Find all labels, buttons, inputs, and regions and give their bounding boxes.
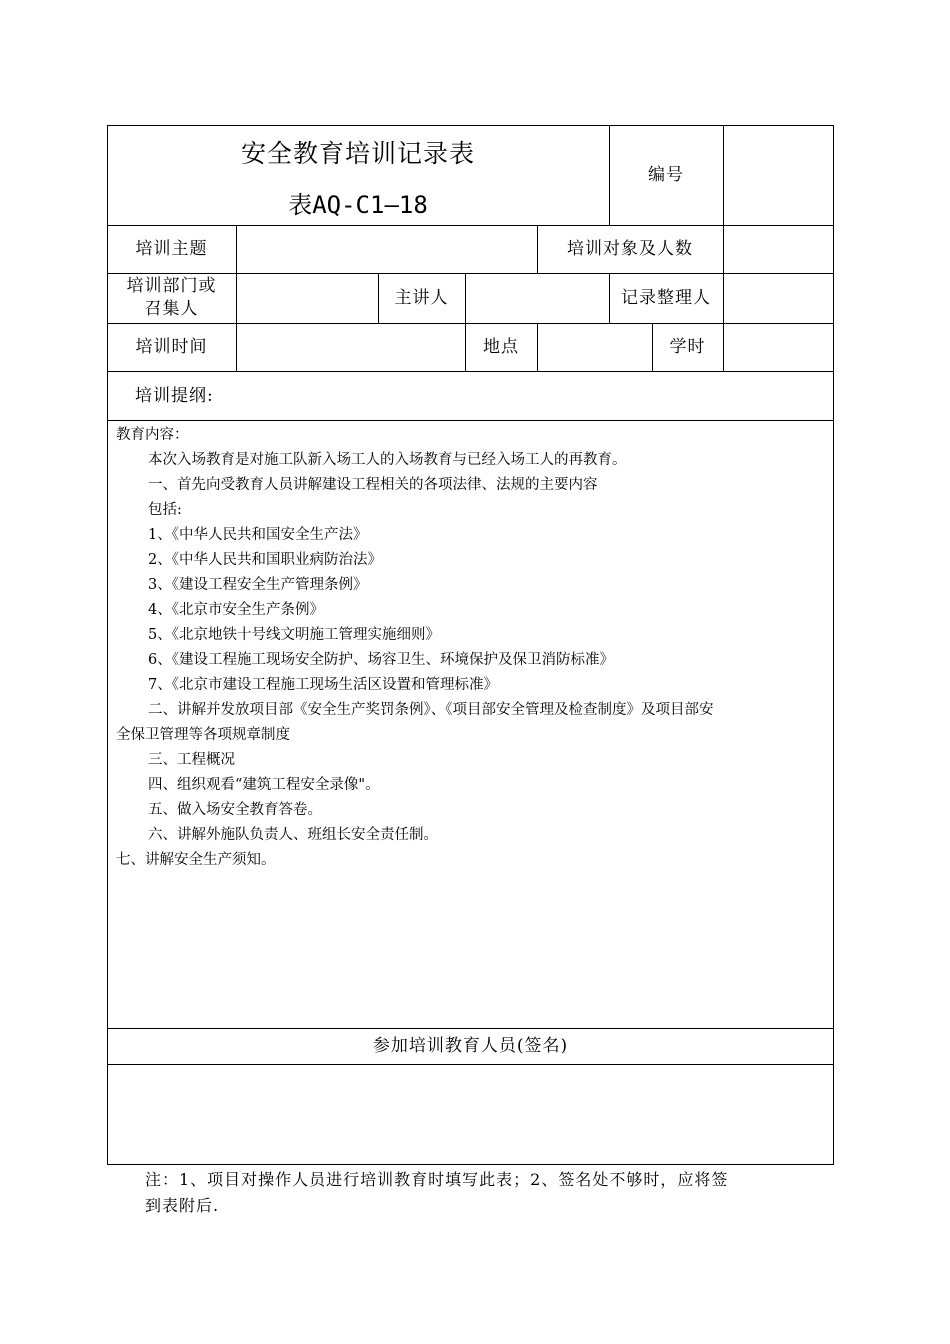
time-value[interactable] [236,323,465,371]
audience-value[interactable] [723,225,834,273]
hours-value[interactable] [723,323,834,371]
content-line: 3、《建设工程安全生产管理条例》 [148,577,368,593]
content-line: 二、讲解并发放项目部《安全生产奖罚条例》、《项目部安全管理及检查制度》及项目部安 [148,702,714,718]
row-divider [107,420,834,421]
footnote-line1: 注：1、项目对操作人员进行培训教育时填写此表；2、签名处不够时，应将签 [145,1170,729,1189]
audience-label: 培训对象及人数 [567,239,693,259]
content-line: 4、《北京市安全生产条例》 [148,602,324,618]
place-label: 地点 [483,337,519,357]
topic-value[interactable] [236,225,537,273]
education-content [116,423,828,873]
outline-label: 培训提纲: [135,385,214,406]
form-title: 安全教育培训记录表 [240,139,475,168]
content-line: 六、讲解外施队负责人、班组长安全责任制。 [148,827,438,843]
dept-label [107,273,236,323]
place-value[interactable] [537,323,652,371]
content-heading: 教育内容： [116,427,189,443]
number-value[interactable] [723,125,834,225]
topic-label: 培训主题 [135,239,208,259]
content-line: 全保卫管理等各项规章制度 [116,727,290,743]
content-line: 2、《中华人民共和国职业病防治法》 [148,552,382,568]
participants-label: 参加培训教育人员(签名) [372,1036,569,1056]
content-line: 七、讲解安全生产须知。 [116,852,276,868]
recorder-label: 记录整理人 [621,288,711,308]
footnote-line2: 到表附后. [145,1196,220,1215]
content-line: 5、《北京地铁十号线文明施工管理实施细则》 [148,627,440,643]
lecturer-value[interactable] [465,273,609,323]
content-line: 本次入场教育是对施工队新入场工人的入场教育与已经入场工人的再教育。 [148,452,627,468]
footnote [145,1167,815,1219]
form-code: 表AQ-C1—18 [288,191,428,219]
number-label: 编号 [648,165,684,185]
content-line: 包括: [148,502,182,518]
signature-area[interactable] [107,1064,834,1165]
content-line: 6、《建设工程施工现场安全防护、场容卫生、环境保护及保卫消防标准》 [148,652,614,668]
recorder-value[interactable] [723,273,834,323]
dept-value[interactable] [236,273,378,323]
time-label: 培训时间 [135,337,208,357]
content-line: 四、组织观看“建筑工程安全录像"。 [148,777,380,793]
dept-label-line2: 召集人 [144,299,199,319]
content-line: 7、《北京市建设工程施工现场生活区设置和管理标准》 [148,677,498,693]
content-line: 一、首先向受教育人员讲解建设工程相关的各项法律、法规的主要内容 [148,477,598,493]
hours-label: 学时 [669,337,706,357]
dept-label-line1: 培训部门或 [126,276,217,296]
content-line: 五、做入场安全教育答卷。 [148,802,322,818]
content-line: 三、工程概况 [148,752,235,768]
lecturer-label: 主讲人 [394,288,449,308]
content-line: 1、《中华人民共和国安全生产法》 [148,527,368,543]
